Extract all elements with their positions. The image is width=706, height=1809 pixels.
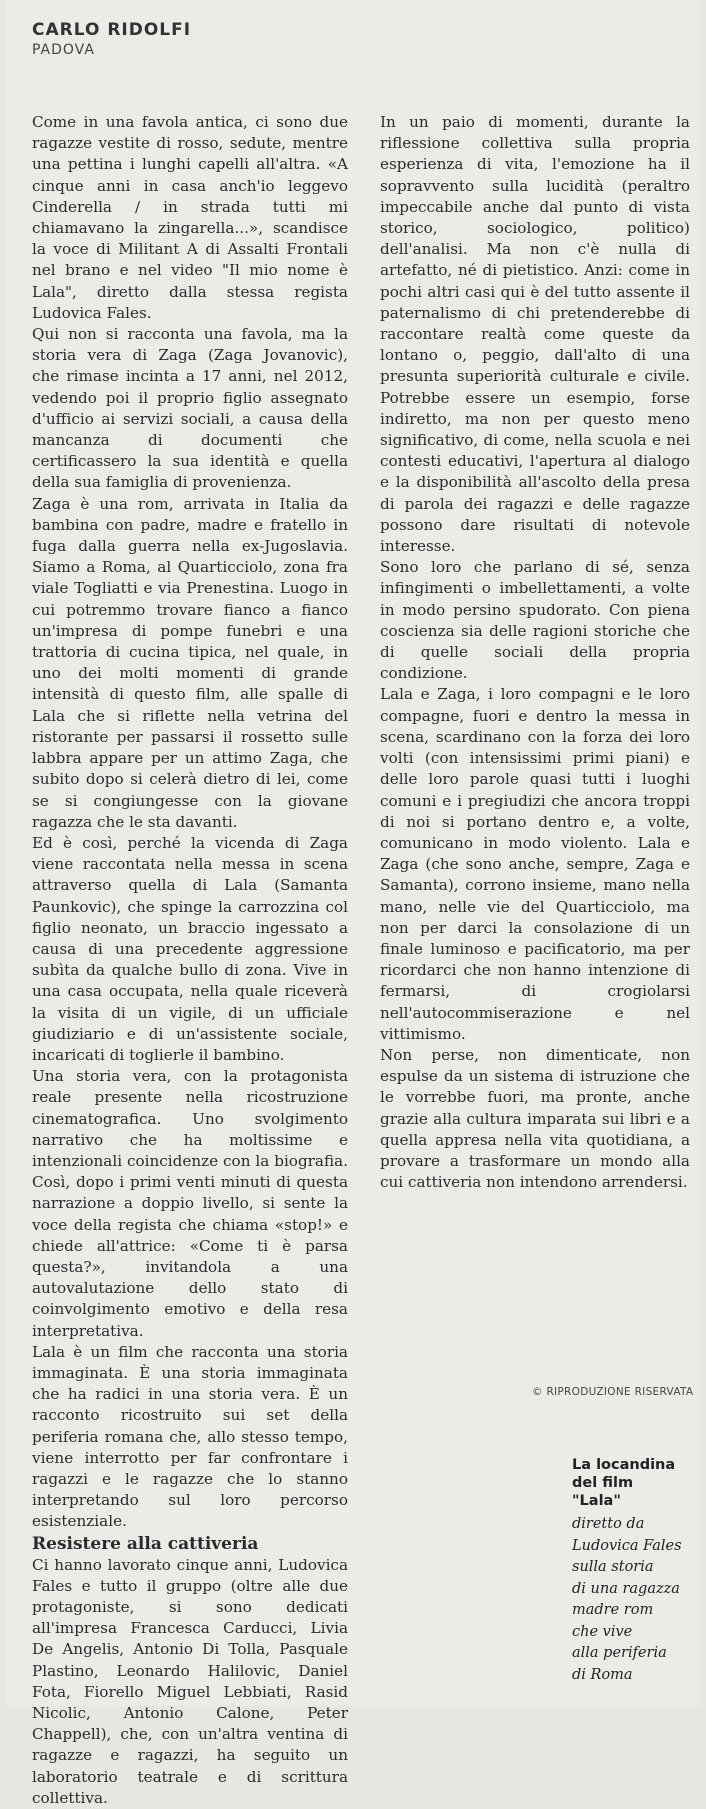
caption-line: alla periferia xyxy=(572,1645,667,1661)
copyright-notice: © RIPRODUZIONE RISERVATA xyxy=(532,1386,694,1398)
paragraph: Una storia vera, con la protagonista reale presente nella ricostruzione cinematografica. Uno svolgimento narrativo che ha moltissime e intenzionali coincidenze con la biografia. Così, dopo i primi venti minuti di questa narrazione a doppio livello, si sente la voce della regista che chiama «stop!» e chiede all'attrice: «Come ti è parsa questa?», invitandola a una autovalutazione dello stato di coinvolgimento emotivo e della resa interpretativa. xyxy=(32,1067,348,1340)
paragraph: Qui non si racconta una favola, ma la storia vera di Zaga (Zaga Jovanovic), che rimase incinta a 17 anni, nel 2012, vedendo poi il proprio figlio assegnato d'ufficio ai servizi sociali, a causa della mancanza di documenti che certificassero la sua identità e quella della sua famiglia di provenienza. xyxy=(32,325,348,492)
section-subheading: Resistere alla cattiveria xyxy=(32,1533,259,1554)
caption-line: di una ragazza xyxy=(572,1580,680,1597)
caption-line: diretto da xyxy=(572,1516,645,1532)
article-column-left xyxy=(32,112,348,1809)
paragraph: Come in una favola antica, ci sono due ragazze vestite di rosso, sedute, mentre una pettina i lunghi capelli all'altra. «A cinque anni in casa anch'io leggevo Cinderella / in strada tutti mi chiamavano la zingarella...», scandisce la voce di Militant A di Assalti Frontali nel brano e nel video "Il mio nome è Lala", diretto dalla stessa regista Ludovica Fales. xyxy=(32,113,348,322)
caption-title-line: "Lala" xyxy=(572,1493,621,1509)
author-name: CARLO RIDOLFI xyxy=(32,20,192,40)
poster-caption-title xyxy=(572,1456,702,1510)
article-column-right xyxy=(380,112,690,1193)
caption-line: Ludovica Fales xyxy=(572,1537,682,1554)
poster-caption-body xyxy=(572,1514,702,1686)
paragraph: Non perse, non dimenticate, non espulse da un sistema di istruzione che le vorrebbe fuori, ma pronte, anche grazie alla cultura imparata sui libri e a quella appresa nella vita quotidiana, a provare a trasformare un mondo alla cui cattiveria non intendono arrendersi. xyxy=(380,1045,690,1192)
caption-title-line: del film xyxy=(572,1475,634,1491)
paragraph: Lala e Zaga, i loro compagni e le loro compagne, fuori e dentro la messa in scena, scardinano con la forza dei loro volti (con intensissimi primi piani) e delle loro parole quasi tutti i luoghi comuni e i pregiudizi che ancora troppi di noi si portano dentro e, a volte, comunicano in modo violento. Lala e Zaga (che sono anche, sempre, Zaga e Samanta), corrono insieme, mano nella mano, nelle vie del Quarticciolo, ma non per darci la consolazione di un finale luminoso e pacificatorio, ma per ricordarci che non hanno intenzione di fermarsi, di crogiolarsi nell'autocommiserazione e nel vittimismo. xyxy=(380,685,690,1043)
paragraph: Zaga è una rom, arrivata in Italia da bambina con padre, madre e fratello in fuga dalla guerra nella ex-Jugoslavia. Siamo a Roma, al Quarticciolo, zona fra viale Togliatti e via Prenestina. Luogo in cui potremmo trovare fianco a fianco un'impresa di pompe funebri e una trattoria di cucina tipica, nel quale, in uno dei molti momenti di grande intensità di questo film, alle spalle di Lala che si riflette nella vetrina del ristorante per passarsi il rossetto sulle labbra appare per un attimo Zaga, che subito dopo si celerà dietro di lei, come se si congiungesse con la giovane ragazza che le sta davanti. xyxy=(32,494,348,831)
caption-line: sulla storia xyxy=(572,1559,654,1575)
paragraph: In un paio di momenti, durante la riflessione collettiva sulla propria esperienza di vita, l'emozione ha il sopravvento sulla lucidità (peraltro impeccabile anche dal punto di vista storico, sociologico, politico) dell'analisi. Ma non c'è nulla di artefatto, né di pietistico. Anzi: come in pochi altri casi qui è del tutto assente il paternalismo di chi pretenderebbe di raccontare realtà come queste da lontano o, peggio, dall'alto di una presunta superiorità culturale e civile. Potrebbe essere un esempio, forse indiretto, ma non per questo meno significativo, di come, nella scuola e nei contesti educativi, l'apertura al dialogo e la disponibilità all'ascolto della presa di parola dei ragazzi e delle ragazze possono dare risultati di notevole interesse. xyxy=(380,113,690,556)
paragraph: Ci hanno lavorato cinque anni, Ludovica Fales e tutto il gruppo (oltre alle due protagoniste, si sono dedicati all'impresa Francesca Carducci, Livia De Angelis, Antonio Di Tolla, Pasquale Plastino, Leonardo Halilovic, Daniel Fota, Fiorello Miguel Lebbiati, Rasid Nicolic, Antonio Calone, Peter Chappell), che, con un'altra ventina di ragazze e ragazzi, ha seguito un laboratorio teatrale e di scrittura collettiva. xyxy=(32,1555,348,1807)
caption-line: madre rom xyxy=(572,1602,654,1618)
paragraph: Sono loro che parlano di sé, senza infingimenti o imbellettamenti, a volte in modo persino spudorato. Con piena coscienza sia delle ragioni storiche che di quelle sociali della propria condizione. xyxy=(380,558,690,683)
caption-line: di Roma xyxy=(572,1666,633,1683)
caption-title-line: La locandina xyxy=(572,1457,676,1473)
caption-line: che vive xyxy=(572,1623,633,1640)
newspaper-clipping xyxy=(6,0,700,1807)
paragraph: Ed è così, perché la vicenda di Zaga viene raccontata nella messa in scena attraverso quella di Lala (Samanta Paunkovic), che spinge la carrozzina col figlio neonato, un braccio ingessato a causa di una precedente aggressione subìta da qualche bullo di zona. Vive in una casa occupata, nella quale riceverà la visita di un vigile, di un ufficiale giudiziario e di un'assistente sociale, incaricati di toglierle il bambino. xyxy=(32,833,348,1064)
paragraph: Lala è un film che racconta una storia immaginata. È una storia immaginata che ha radici in una storia vera. È un racconto ricostruito sui set della periferia romana che, allo stesso tempo, viene interrotto per far confrontare i ragazzi e le ragazze che lo stanno interpretando sul loro percorso esistenziale. xyxy=(32,1342,348,1531)
dateline-city: PADOVA xyxy=(32,42,95,58)
